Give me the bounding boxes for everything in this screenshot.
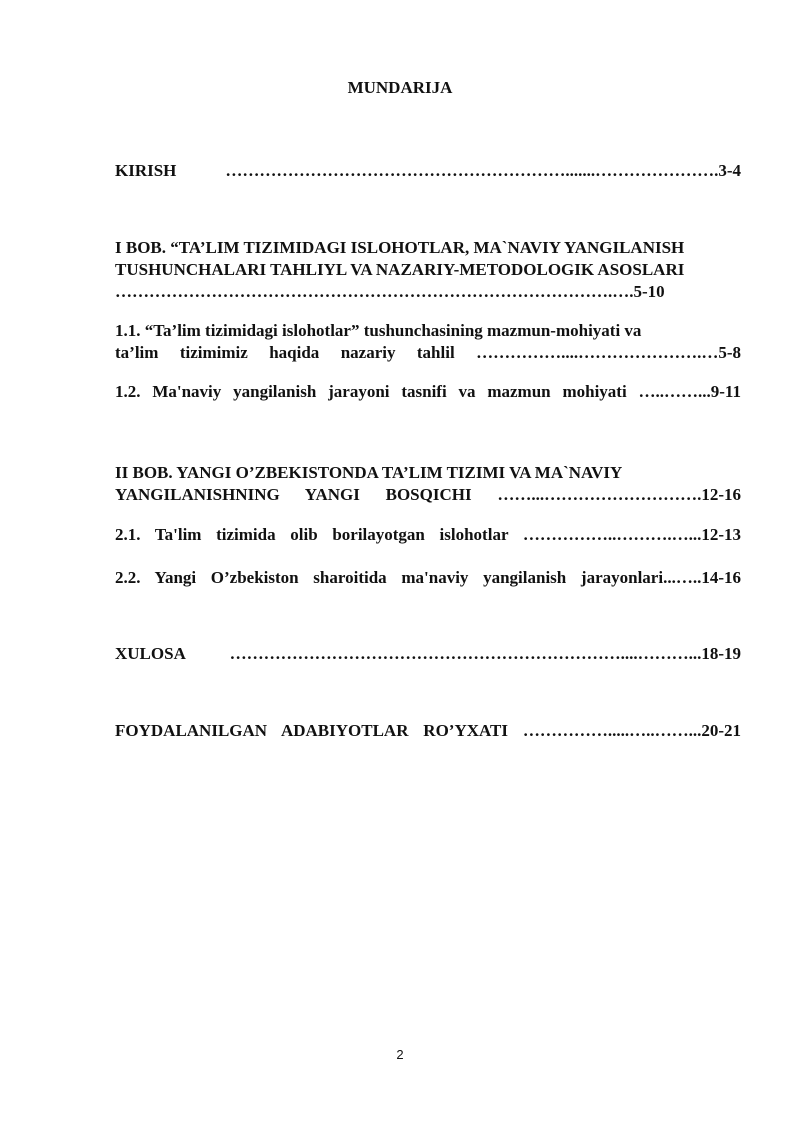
toc-line: I BOB. “TA’LIM TIZIMIDAGI ISLOHOTLAR, MA`NAVIY YANGILANISH (115, 238, 685, 257)
toc-entry-chapter-1 (115, 237, 741, 303)
toc-line: 1.1. “Ta’lim tizimidagi islohotlar” tushunchasining mazmun-mohiyati va (115, 321, 642, 340)
page-title: MUNDARIJA (347, 78, 453, 97)
toc-line: KIRISH …………………………………………………….......………………….3-4 (115, 161, 741, 180)
toc-line: 2.2. Yangi O’zbekiston sharoitida ma'naviy yangilanish jarayonlari...…..14-16 (115, 568, 741, 587)
toc-line: YANGILANISHNING YANGI BOSQICHI ……...……………………….12-16 (115, 485, 741, 504)
toc-entry-bibliography (115, 720, 741, 742)
page-number: 2 (396, 1047, 404, 1062)
toc-entry-section-2-2 (115, 567, 741, 589)
toc-line: TUSHUNCHALARI TAHLIYL VA NAZARIY-METODOLOGIK ASOSLARI (115, 260, 685, 279)
toc-line: FOYDALANILGAN ADABIYOTLAR RO’YXATI …………….....…..……...20-21 (115, 721, 741, 740)
toc-line: XULOSA ……………………………………………………………....………...18-19 (115, 644, 741, 663)
toc-entry-kirish (115, 160, 741, 182)
toc-entry-section-1-2 (115, 381, 741, 403)
toc-line: …………………………………………………………………………….….5-10 (115, 282, 665, 301)
toc-line: ta’lim tizimimiz haqida nazariy tahlil ……………....………………….…5-8 (115, 343, 741, 362)
toc-line: 1.2. Ma'naviy yangilanish jarayoni tasnifi va mazmun mohiyati …..……...9-11 (115, 382, 741, 401)
toc-entry-section-2-1 (115, 524, 741, 546)
toc-entry-chapter-2 (115, 462, 741, 506)
toc-line: 2.1. Ta'lim tizimida olib borilayotgan islohotlar ……………..……….…...12-13 (115, 525, 741, 544)
toc-line: II BOB. YANGI O’ZBEKISTONDA TA’LIM TIZIMI VA MA`NAVIY (115, 463, 623, 482)
toc-entry-section-1-1 (115, 320, 741, 364)
toc-entry-xulosa (115, 643, 741, 665)
